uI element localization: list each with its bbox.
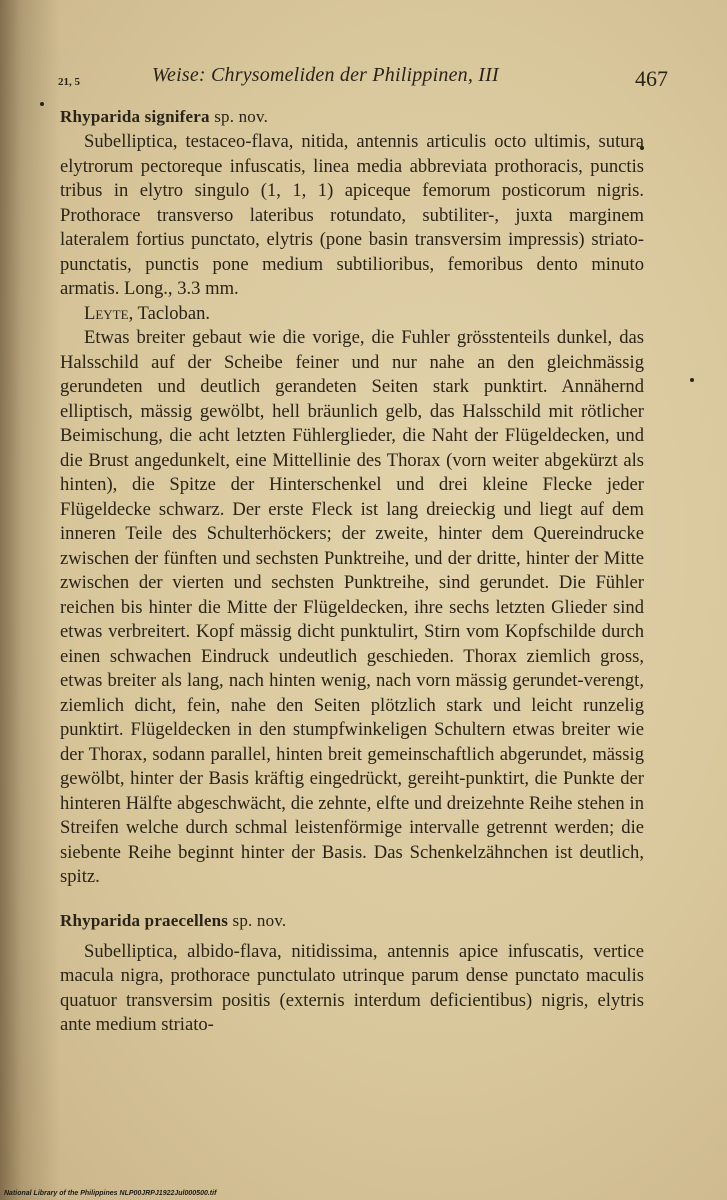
locality-region: Leyte,: [84, 302, 134, 324]
species-name: Rhyparida praecellens: [60, 910, 229, 930]
latin-description-signifera: Subelliptica, testaceo-flava, nitida, antennis articulis octo ultimis, sutura elytrorum pectoreque infuscatis, linea media abbreviata prothoracis, punctis tribus in elytro singulo (1, 1, 1) apiceque femorum posticorum nigris. Prothorace transverso lateribus rotundato, subtiliter-, juxta marginem lateralem fortius punctato, elytris (pone basin transversim impressis) striato-punctatis, punctis pone medium subtilioribus, femoribus dento minuto armatis. Long., 3.3 mm.: [60, 131, 644, 299]
species-tag: sp. nov.: [214, 107, 269, 126]
species-heading-praecellens: [60, 908, 644, 934]
latin-description-praecellens: Subelliptica, albido-flava, nitidissima, antennis apice infuscatis, vertice macula nigra, prothorace punctulato utrinque parum dense punctato maculis quatuor transversim positis (externis interdum deficientibus) nigris, elytris ante medium striato-: [60, 940, 644, 1035]
german-description-signifera: Etwas breiter gebaut wie die vorige, die Fuhler grösstenteils dunkel, das Halsschild auf der Scheibe feiner und nur nahe an den gleichmässig gerundeten und deutlich gerandeten Seiten stark punktirt. Annähernd elliptisch, mässig gewölbt, hell bräunlich gelb, das Halsschild mit rötlicher Beimischung, die acht letzten Fühlerglieder, die Naht der Flügeldecken, und die Brust angedunkelt, eine Mittellinie des Thorax (vorn weiter abgekürzt als hinten), die Spitze der Hinterschenkel und drei kleine Flecke jeder Flügeldecke schwarz. Der erste Fleck ist lang dreieckig und liegt auf dem inneren Teile des Schulterhöckers; der zweite, hinter dem Quereindrucke zwischen der fünften und sechsten Punktreihe, und der dritte, hinter der Mitte zwischen der vierten und sechsten Punktreihe, sind gerundet. Die Fühler reichen bis hinter die Mitte der Flügeldecken, ihre sechs letzten Glieder sind etwas verbreitert. Kopf mässig dicht punktulirt, Stirn vom Kopfschilde durch einen schwachen Eindruck undeutlich geschieden. Thorax ziemlich gross, etwas breiter als lang, nach hinten wenig, nach vorn mässig gerundet-verengt, ziemlich dicht, fein, nahe den Seiten plötzlich stark und leicht runzelig punktirt. Flügeldecken in den stumpfwinkeligen Schultern etwas breiter wie der Thorax, sodann parallel, hinten breit gemeinschaftlich abgerundet, mässig gewölbt, hinter der Basis kräftig eingedrückt, gereiht-punktirt, die Punkte der hinteren Hälfte abgeschwächt, die zehnte, elfte und dreizehnte Reihe stehen in Streifen welche durch schmal leistenförmige intervalle getrennt werden; die siebente Reihe beginnt hinter der Basis. Das Schenkelzähnchen ist deutlich, spitz.: [60, 327, 644, 887]
species-tag: sp. nov.: [232, 910, 287, 930]
ink-speck: [690, 378, 694, 382]
species-name: Rhyparida signifera: [60, 107, 210, 126]
locality-signifera: [60, 302, 644, 327]
page-body: [60, 104, 644, 1038]
ink-speck: [40, 102, 44, 106]
page-number: 467: [635, 66, 668, 91]
locality-place: Tacloban.: [137, 302, 211, 324]
running-header: [56, 62, 668, 98]
running-title: Weise: Chrysomeliden der Philippinen, III: [152, 64, 499, 86]
library-stamp: National Library of the Philippines NLP00JRPJ1922Jul000500.tif: [4, 1190, 217, 1197]
volume-number: 21, 5: [58, 76, 80, 88]
species-heading-signifera: [60, 104, 644, 130]
